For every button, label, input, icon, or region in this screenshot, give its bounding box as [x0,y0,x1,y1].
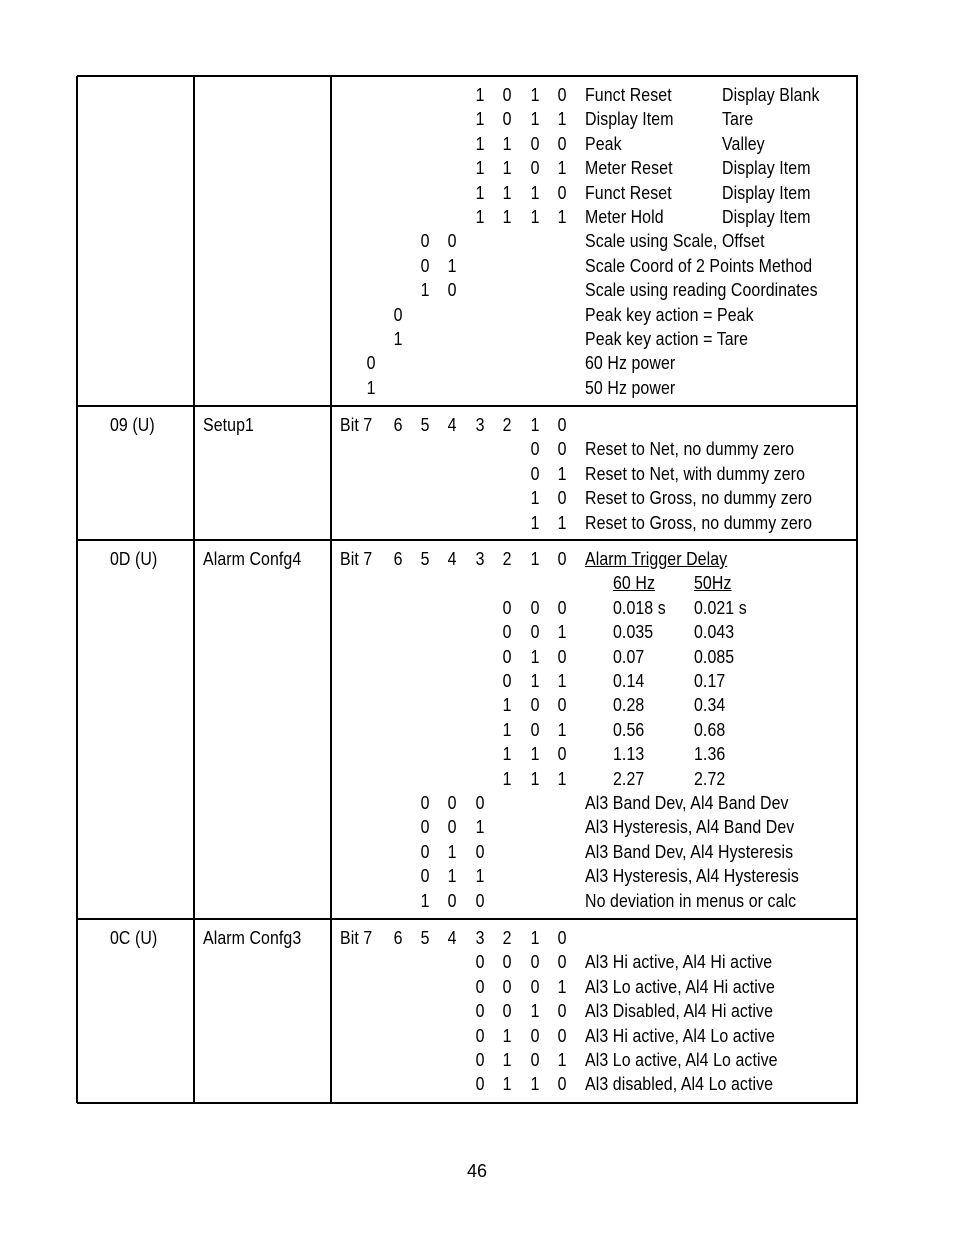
bit-header: 1 [530,548,540,569]
bit-value: 0 [475,840,485,862]
bit-value: 0 [557,181,567,203]
bit-header: 2 [502,548,512,569]
table-row-rule [77,1102,858,1104]
delay-value-50hz: 2.72 [694,767,726,789]
bit-value: 1 [502,694,512,716]
bit-value: 0 [420,230,430,252]
bit-value: 0 [530,694,540,716]
bit-header: 6 [393,927,403,948]
bit-header: 5 [420,414,430,435]
delay-value-60hz: 0.035 [613,621,654,643]
bit-value: 0 [420,254,430,276]
register-address: 0C (U) [110,927,158,948]
bit-header: 0 [557,927,567,948]
bit-value: 1 [530,511,540,533]
bit-value: 1 [530,84,540,105]
bit-header: 4 [447,414,457,435]
bit-value: 0 [530,975,540,997]
option-description: Al3 Lo active, Al4 Hi active [585,975,775,997]
bit-value: 1 [557,108,567,130]
bit-value: 1 [502,132,512,154]
bit-value: 0 [475,975,485,997]
bit-value: 0 [557,487,567,509]
bit-value: 0 [502,951,512,973]
bit-header: 1 [530,414,540,435]
bit-value: 1 [475,865,485,887]
option-function: Funct Reset [585,84,672,105]
bit-value: 1 [502,1024,512,1046]
bit-value: 1 [530,1073,540,1095]
bit-value: 0 [420,792,430,813]
bit-value: 0 [530,1024,540,1046]
bit-value: 0 [530,157,540,179]
delay-value-60hz: 2.27 [613,767,645,789]
option-description: Al3 Hi active, Al4 Hi active [585,951,773,973]
bit-header-label: Bit 7 [340,927,373,948]
option-description: Al3 Band Dev, Al4 Band Dev [585,792,789,813]
bit-value: 0 [530,951,540,973]
bit-value: 0 [447,230,457,252]
bit-value: 0 [420,816,430,838]
bit-value: 1 [530,1000,540,1022]
bit-value: 1 [530,108,540,130]
option-description: Al3 disabled, Al4 Lo active [585,1073,774,1095]
bit-value: 0 [366,352,376,374]
bit-value: 0 [447,792,457,813]
bit-value: 0 [502,596,512,618]
bit-value: 0 [502,670,512,691]
option-description: Al3 Hysteresis, Al4 Hysteresis [585,865,799,887]
option-function-alt: Tare [722,108,754,130]
bit-header: 1 [530,927,540,948]
bit-value: 1 [557,1049,567,1070]
bit-header: 2 [502,414,512,435]
bit-value: 0 [557,1024,567,1046]
bit-value: 1 [557,462,567,484]
bit-value: 0 [502,975,512,997]
bit-value: 1 [447,840,457,862]
delay-value-60hz: 0.56 [613,718,645,740]
bit-value: 1 [530,645,540,667]
option-description: 50 Hz power [585,376,676,398]
bit-value: 1 [530,487,540,509]
bit-value: 0 [420,865,430,887]
option-function: Display Item [585,108,674,130]
bit-value: 0 [475,1049,485,1070]
bit-value: 0 [475,1000,485,1022]
bit-value: 1 [502,181,512,203]
bit-value: 1 [502,767,512,789]
bit-value: 1 [502,206,512,227]
bit-header: 5 [420,927,430,948]
bit-value: 0 [393,303,403,325]
bit-value: 0 [475,1073,485,1095]
option-function-alt: Display Item [722,206,811,227]
option-description: Reset to Net, with dummy zero [585,462,806,484]
bit-value: 1 [475,132,485,154]
bit-value: 1 [475,181,485,203]
bit-value: 1 [530,743,540,765]
bit-value: 1 [475,157,485,179]
option-description: Reset to Gross, no dummy zero [585,487,813,509]
bit-value: 1 [557,718,567,740]
bit-value: 0 [502,108,512,130]
bit-header: 4 [447,548,457,569]
bit-value: 0 [530,596,540,618]
option-description: Al3 Disabled, Al4 Hi active [585,1000,774,1022]
option-description: Reset to Gross, no dummy zero [585,511,813,533]
delay-value-50hz: 1.36 [694,743,726,765]
bit-value: 0 [557,645,567,667]
option-description: No deviation in menus or calc [585,889,797,911]
bit-value: 1 [475,206,485,227]
delay-value-60hz: 0.018 s [613,596,666,618]
bit-value: 0 [530,438,540,460]
bit-value: 0 [530,621,540,643]
bit-header: 0 [557,414,567,435]
bit-value: 1 [557,206,567,227]
bit-value: 1 [530,181,540,203]
bit-value: 0 [557,951,567,973]
bit-value: 0 [475,889,485,911]
bit-value: 1 [502,743,512,765]
bit-value: 0 [475,951,485,973]
bit-value: 0 [557,438,567,460]
delay-value-60hz: 0.07 [613,645,645,667]
bit-value: 1 [502,1049,512,1070]
bit-value: 0 [557,1000,567,1022]
table-column-rule [330,76,332,1103]
bit-value: 1 [366,376,376,398]
bit-value: 1 [447,254,457,276]
option-function-alt: Display Item [722,181,811,203]
table-row-rule [77,918,858,920]
bit-value: 1 [447,865,457,887]
table-column-rule [856,76,858,1103]
option-description: Scale Coord of 2 Points Method [585,254,813,276]
register-name: Alarm Confg3 [203,927,302,948]
bit-header: 6 [393,414,403,435]
bit-header: 0 [557,548,567,569]
option-description: Scale using reading Coordinates [585,279,818,301]
bit-value: 0 [447,279,457,301]
delay-header-60hz: 60 Hz [613,572,655,594]
bit-value: 1 [530,206,540,227]
option-description: Reset to Net, no dummy zero [585,438,795,460]
bit-value: 1 [557,670,567,691]
bit-value: 0 [502,84,512,105]
bit-header: 3 [475,927,485,948]
option-function: Meter Hold [585,206,664,227]
bit-value: 0 [420,840,430,862]
delay-value-60hz: 1.13 [613,743,645,765]
table-column-rule [193,76,195,1103]
delay-value-60hz: 0.14 [613,670,645,691]
register-address: 09 (U) [110,414,155,435]
delay-value-60hz: 0.28 [613,694,645,716]
bit-value: 0 [475,1024,485,1046]
bit-header: 2 [502,927,512,948]
delay-value-50hz: 0.17 [694,670,726,691]
bit-value: 1 [475,84,485,105]
option-function: Meter Reset [585,157,673,179]
option-description: Al3 Band Dev, Al4 Hysteresis [585,840,794,862]
bit-value: 1 [502,157,512,179]
option-description: Al3 Lo active, Al4 Lo active [585,1049,778,1070]
option-description: 60 Hz power [585,352,676,374]
bit-value: 1 [557,767,567,789]
bit-value: 1 [557,157,567,179]
bit-value: 1 [420,889,430,911]
option-description: Peak key action = Tare [585,328,749,349]
delay-value-50hz: 0.68 [694,718,726,740]
table-row-rule [77,539,858,541]
bit-value: 1 [530,767,540,789]
bit-header: 6 [393,548,403,569]
bit-value: 0 [530,132,540,154]
delay-value-50hz: 0.34 [694,694,726,716]
bit-value: 1 [475,108,485,130]
register-address: 0D (U) [110,548,158,569]
delay-value-50hz: 0.021 s [694,596,747,618]
option-description: Al3 Hysteresis, Al4 Band Dev [585,816,795,838]
bit-value: 1 [393,328,403,349]
bit-value: 0 [530,718,540,740]
bit-value: 0 [502,621,512,643]
table-row-rule [77,75,858,77]
bit-value: 0 [557,694,567,716]
bit-header-label: Bit 7 [340,414,373,435]
option-description: Scale using Scale, Offset [585,230,765,252]
table-row-rule [77,405,858,407]
bit-value: 1 [530,670,540,691]
bit-value: 0 [557,84,567,105]
bit-header-label: Bit 7 [340,548,373,569]
option-function-alt: Display Item [722,157,811,179]
bit-value: 0 [447,816,457,838]
bit-value: 1 [420,279,430,301]
bit-value: 0 [447,889,457,911]
table-column-rule [76,76,78,1103]
bit-value: 1 [502,718,512,740]
bit-value: 0 [557,1073,567,1095]
delay-header-50hz: 50Hz [694,572,732,594]
delay-title: Alarm Trigger Delay [585,548,728,569]
bit-value: 1 [557,975,567,997]
option-function-alt: Display Blank [722,84,820,105]
option-function: Funct Reset [585,181,672,203]
option-description: Peak key action = Peak [585,303,754,325]
bit-value: 1 [475,816,485,838]
bit-value: 0 [530,1049,540,1070]
bit-value: 0 [502,645,512,667]
bit-header: 4 [447,927,457,948]
bit-value: 1 [557,621,567,643]
bit-value: 0 [557,596,567,618]
option-function-alt: Valley [722,132,765,154]
delay-value-50hz: 0.085 [694,645,735,667]
bit-value: 0 [475,792,485,813]
option-description: Al3 Hi active, Al4 Lo active [585,1024,775,1046]
bit-value: 1 [557,511,567,533]
bit-value: 0 [557,132,567,154]
option-function: Peak [585,132,622,154]
register-name: Setup1 [203,414,254,435]
register-name: Alarm Confg4 [203,548,302,569]
bit-value: 0 [502,1000,512,1022]
bit-header: 3 [475,548,485,569]
page-number: 46 [466,1161,488,1181]
delay-value-50hz: 0.043 [694,621,735,643]
bit-header: 3 [475,414,485,435]
bit-value: 0 [530,462,540,484]
bit-value: 0 [557,743,567,765]
bit-header: 5 [420,548,430,569]
bit-value: 1 [502,1073,512,1095]
